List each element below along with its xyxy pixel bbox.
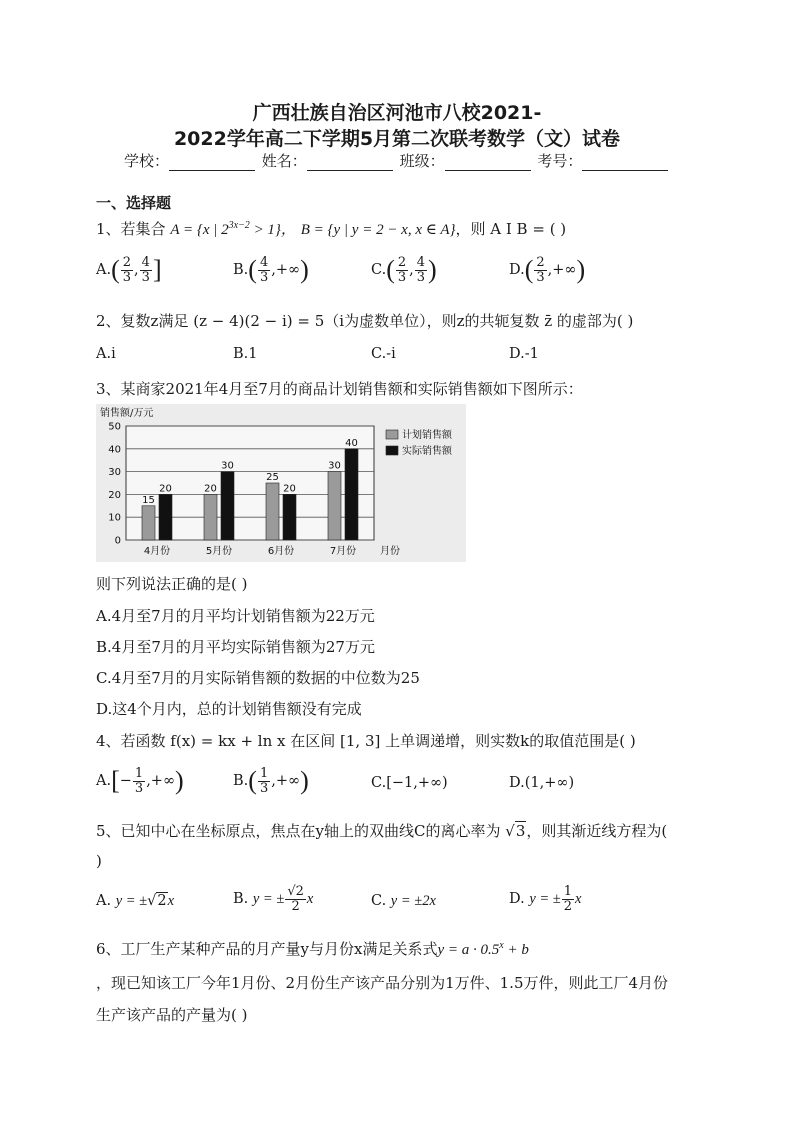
exam-title-line1: 广西壮族自治区河池市八校2021- (252, 102, 542, 124)
q5-option-c: C. y = ±2x (371, 893, 436, 909)
actual-sales-bar (159, 494, 172, 540)
chart-x-axis-title: 月份 (380, 546, 400, 557)
plan-sales-bar (204, 494, 217, 540)
q4-option-c: C.[−1,+∞) (371, 775, 448, 791)
q5-stem: 5、已知中心在坐标原点，焦点在y轴上的双曲线C的离心率为 √3，则其渐近线方程为( (96, 822, 668, 840)
section-heading: 一、选择题 (96, 194, 172, 212)
student-info-row (124, 150, 670, 171)
chart-y-tick-label: 20 (108, 489, 121, 501)
q3-option-b: B.4月至7月的月平均实际销售额为27万元 (96, 638, 375, 656)
exam-title-line2: 2022学年高二下学期5月第二次联考数学（文）试卷 (173, 128, 621, 150)
q3-stem: 3、某商家2021年4月至7月的商品计划销售额和实际销售额如下图所示： (96, 380, 583, 398)
chart-x-tick-label: 5月份 (205, 546, 233, 557)
chart-y-tick-label: 10 (108, 512, 121, 524)
q2-option-a: A.i (96, 346, 116, 362)
q6-stem-line2: ，现已知该工厂今年1月份、2月份生产该产品分别为1万件、1.5万件，则此工厂4月份 (96, 974, 669, 992)
actual-sales-bar (345, 449, 358, 540)
q3-option-d: D.这4个月内，总的计划销售额没有完成 (96, 700, 362, 718)
legend-label-actual: 实际销售额 (402, 446, 452, 457)
exam-no-blank (582, 154, 668, 171)
legend-swatch-actual (386, 446, 398, 455)
q4-option-d: D.(1,+∞) (509, 775, 575, 791)
q5-option-d: D. y = ± $\frac{1}{2}$ x (509, 884, 582, 914)
legend-label-plan: 计划销售额 (402, 430, 452, 441)
q6-stem: 6、工厂生产某种产品的月产量y与月份x满足关系式$y = a \cdot 0.5^x + b$ (96, 940, 529, 958)
q1-option-d: D.( $\frac{2}{3}$ ,+∞) (509, 254, 586, 285)
chart-y-tick-label: 50 (108, 421, 121, 433)
class-blank (445, 154, 531, 171)
q1-option-b: B.( $\frac{4}{3}$ ,+∞) (233, 254, 309, 285)
plan-sales-bar (328, 472, 341, 540)
plan-sales-bar (142, 506, 155, 540)
q2-stem: 2、复数z满足 (z − 4)(2 − i) = 5（i为虚数单位），则z的共轭复数 z̄ 的虚部为( ) (96, 312, 634, 330)
q2-option-b: B.1 (233, 346, 258, 362)
plan-data-label: 25 (266, 472, 279, 483)
legend-swatch-plan (386, 430, 398, 439)
sales-bar-chart (96, 404, 466, 562)
chart-svg (96, 404, 466, 562)
plan-data-label: 20 (204, 483, 217, 495)
actual-data-label: 20 (283, 483, 296, 495)
q1-option-a: A.( $\frac{2}{3}$ , $\frac{4}{3}$ ] (96, 254, 162, 285)
q4-option-a: A.[− $\frac{1}{3}$ ,+∞) (96, 765, 184, 796)
school-blank (169, 154, 255, 171)
q5-option-a: A. y = ±√2x (96, 893, 175, 909)
actual-data-label: 40 (345, 437, 358, 449)
q3-option-c: C.4月至7月的月实际销售额的数据的中位数为25 (96, 669, 420, 687)
plan-data-label: 15 (142, 494, 155, 506)
actual-sales-bar (221, 472, 234, 540)
chart-x-tick-label: 4月份 (143, 546, 171, 557)
name-blank (307, 154, 393, 171)
chart-x-tick-label: 6月份 (267, 546, 295, 557)
chart-y-axis-title: 销售额/万元 (100, 408, 154, 419)
name-label: 姓名： (261, 152, 307, 170)
exam-no-label: 考号： (537, 152, 583, 170)
q2-option-d: D.-1 (509, 346, 539, 362)
chart-y-tick-label: 40 (108, 444, 121, 456)
chart-y-tick-label: 30 (108, 467, 121, 479)
q5-stem-cont: ) (96, 852, 102, 870)
chart-y-tick-label: 0 (114, 535, 121, 547)
q1-stem: 1、若集合 A = {x | $2^{3x-2} > 1$}， B = {y | y = 2 − x, x ∈ A}，则 A I B = ( ) (96, 220, 567, 238)
actual-data-label: 20 (159, 483, 172, 495)
q4-stem: 4、若函数 f(x) = kx + ln x 在区间 [1, 3] 上单调递增，则实数k的取值范围是( ) (96, 732, 636, 750)
school-label: 学校： (124, 152, 170, 170)
chart-x-tick-label: 7月份 (329, 546, 357, 557)
plan-sales-bar (266, 483, 279, 540)
q4-option-b: B.( $\frac{1}{3}$ ,+∞) (233, 765, 309, 796)
q5-option-b: B. y = ± $\frac{√2}{2}$ x (233, 884, 314, 914)
plan-data-label: 30 (328, 460, 341, 472)
q2-option-c: C.-i (371, 346, 396, 362)
q6-stem-line3: 生产该产品的产量为( ) (96, 1006, 248, 1024)
q1-option-c: C.( $\frac{2}{3}$ , $\frac{4}{3}$ ) (371, 254, 437, 285)
q3-option-a: A.4月至7月的月平均计划销售额为22万元 (96, 607, 375, 625)
q3-follow: 则下列说法正确的是( ) (96, 575, 248, 593)
actual-sales-bar (283, 494, 296, 540)
class-label: 班级： (399, 152, 445, 170)
actual-data-label: 30 (221, 460, 234, 472)
